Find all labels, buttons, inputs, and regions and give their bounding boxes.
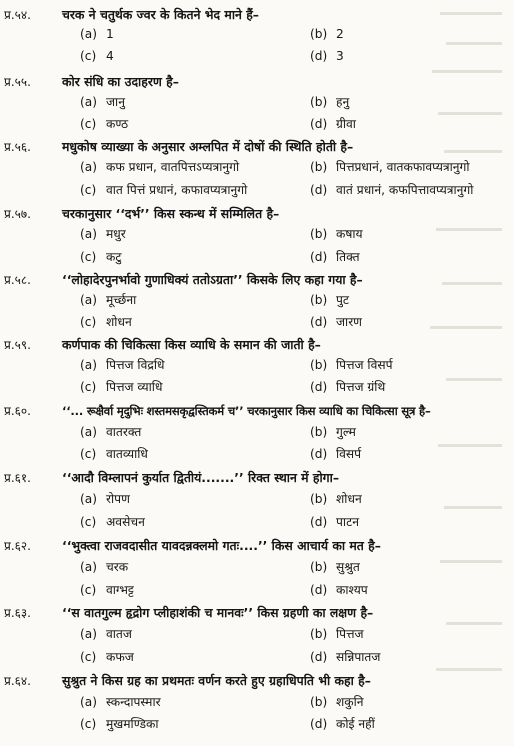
option-c-text: कफज [106, 650, 134, 664]
option-c-text: मुखमण्डिका [106, 717, 159, 731]
option-c-text: पित्तज व्याधि [106, 380, 163, 394]
question-number: प्र.५९. [4, 338, 31, 352]
question-number: प्र.५४. [4, 8, 31, 22]
option-a: (a) स्कन्दापस्मार [80, 695, 161, 709]
option-a-text: वातज [106, 627, 132, 641]
option-a-text: कफ प्रधान, वातपित्तऽप्यत्रानुगो [106, 160, 240, 174]
question-61 [2, 469, 510, 529]
option-a: (a) कफ प्रधान, वातपित्तऽप्यत्रानुगो [80, 160, 240, 174]
option-b-text: पित्तप्रधानं, वातकफावप्यत्रानुगो [336, 160, 470, 174]
question-63 [2, 604, 510, 664]
option-d-text: सन्निपातज [336, 650, 381, 664]
option-c-text: कटु [106, 250, 122, 264]
question-text: ‘‘लोहादेरपुनर्भावो गुणाधिक्यं ततोऽग्रता’’ किसके लिए कहा गया है– [62, 272, 363, 287]
option-a: (a) पित्तज विद्रधि [80, 358, 165, 372]
option-a-text: 1 [106, 27, 114, 41]
option-b-text: हनु [336, 95, 350, 109]
question-number: प्र.५५. [4, 75, 31, 89]
option-d-text: कोई नहीं [336, 717, 375, 731]
option-b: (b) शकुनि [310, 695, 364, 709]
option-d: (d) पाटन [310, 515, 359, 529]
question-number: प्र.६३. [4, 606, 31, 620]
question-55 [2, 73, 510, 131]
option-b-text: शोधन [336, 492, 362, 506]
option-d-text: काश्यप [336, 583, 368, 597]
option-d: (d) कोई नहीं [310, 717, 375, 731]
option-c: (c) पित्तज व्याधि [80, 380, 163, 394]
option-a-text: पित्तज विद्रधि [106, 358, 165, 372]
option-d: (d) 3 [310, 49, 344, 63]
question-58 [2, 271, 510, 329]
option-c: (c) मुखमण्डिका [80, 717, 159, 731]
question-text: मधुकोष व्याख्या के अनुसार अम्लपित में दोषों की स्थिति होती है– [62, 139, 354, 154]
option-b: (b) पित्तज विसर्प [310, 358, 393, 372]
option-b-text: कषाय [336, 227, 363, 241]
option-d: (d) काश्यप [310, 583, 368, 597]
option-a-text: चरक [106, 560, 129, 574]
option-b: (b) पुट [310, 293, 350, 307]
option-b-text: गुल्म [336, 425, 356, 439]
option-c: (c) कफज [80, 650, 134, 664]
option-c-text: वातव्याधि [106, 447, 148, 461]
question-text: कर्णपाक की चिकित्सा किस व्याधि के समान की जाती है– [62, 337, 321, 352]
option-b: (b) 2 [310, 27, 344, 41]
option-a: (a) रोपण [80, 492, 130, 506]
option-c-text: अवसेचन [106, 515, 145, 529]
option-d-text: जारण [336, 315, 362, 329]
option-c: (c) 4 [80, 49, 114, 63]
question-text: सुश्रुत ने किस ग्रह का प्रथमतः वर्णन करते हुए ग्रहाधिपति भी कहा है– [62, 673, 371, 688]
option-d-text: 3 [336, 49, 344, 63]
option-a: (a) जानु [80, 95, 125, 109]
option-a-text: मधुर [106, 227, 126, 241]
option-b-text: 2 [336, 27, 344, 41]
option-b: (b) हनु [310, 95, 350, 109]
question-number: प्र.५७. [4, 207, 31, 221]
option-d-text: तिक्त [336, 250, 360, 264]
question-56 [2, 138, 510, 197]
option-b: (b) कषाय [310, 227, 363, 241]
question-number: प्र.६२. [4, 539, 31, 553]
option-a: (a) 1 [80, 27, 114, 41]
option-c: (c) वातव्याधि [80, 447, 148, 461]
option-d-text: वातं प्रधानं, कफपित्तावप्यत्रानुगो [336, 183, 474, 197]
option-a-text: मूर्च्छना [106, 293, 137, 307]
option-d: (d) जारण [310, 315, 362, 329]
option-b-text: पुट [336, 293, 350, 307]
question-64 [2, 672, 510, 731]
option-b-text: पित्तज [336, 627, 364, 641]
question-text: ‘‘आदौ विम्लापनं कुर्यात द्वितीयं.......’’ रिक्त स्थान में होगा– [62, 470, 340, 485]
question-text: ‘‘... रूक्षैर्वा मृदुभिः शस्तमसकृद्वस्तिकर्म च’’ चरकानुसार किस व्याधि का चिकित्सा सूत्र है– [62, 404, 431, 418]
question-number: प्र.६१. [4, 471, 31, 485]
option-c-text: कण्ठ [106, 117, 129, 131]
option-c-text: वाग्भट्ट [106, 583, 134, 597]
option-d: (d) वातं प्रधानं, कफपित्तावप्यत्रानुगो [310, 183, 474, 197]
question-59 [2, 336, 510, 394]
option-c: (c) वाग्भट्ट [80, 583, 134, 597]
question-62 [2, 537, 510, 597]
option-b-text: सुश्रुत [336, 560, 360, 574]
question-number: प्र.६४. [4, 674, 31, 688]
question-number: प्र.५६. [4, 140, 31, 154]
option-a-text: जानु [106, 95, 125, 109]
option-c: (c) शोधन [80, 315, 132, 329]
question-number: प्र.५८. [4, 273, 31, 287]
option-d-text: पित्तज ग्रंथि [336, 380, 386, 394]
option-d: (d) ग्रीवा [310, 117, 356, 131]
question-text: चरक ने चतुर्थक ज्वर के कितने भेद माने हैं– [62, 7, 259, 22]
option-d: (d) पित्तज ग्रंथि [310, 380, 386, 394]
option-c: (c) अवसेचन [80, 515, 145, 529]
option-b-text: शकुनि [336, 695, 364, 709]
option-b: (b) सुश्रुत [310, 560, 360, 574]
option-a-text: वातरक्त [106, 425, 142, 439]
option-b: (b) गुल्म [310, 425, 356, 439]
question-54 [2, 6, 510, 63]
option-b: (b) शोधन [310, 492, 362, 506]
option-a-text: रोपण [106, 492, 130, 506]
option-c-text: शोधन [106, 315, 132, 329]
option-b: (b) पित्तप्रधानं, वातकफावप्यत्रानुगो [310, 160, 470, 174]
option-c: (c) कण्ठ [80, 117, 129, 131]
option-d: (d) तिक्त [310, 250, 360, 264]
option-d: (d) सन्निपातज [310, 650, 381, 664]
option-a: (a) चरक [80, 560, 129, 574]
option-c-text: वात पित्तं प्रधानं, कफावप्यत्रानुगो [106, 183, 248, 197]
option-d-text: ग्रीवा [336, 117, 356, 131]
option-c: (c) कटु [80, 250, 122, 264]
option-a: (a) मधुर [80, 227, 126, 241]
question-57 [2, 205, 510, 264]
option-b-text: पित्तज विसर्प [336, 358, 393, 372]
question-text: कोर संधि का उदाहरण है– [62, 74, 179, 89]
option-c: (c) वात पित्तं प्रधानं, कफावप्यत्रानुगो [80, 183, 248, 197]
question-text: ‘‘स वातगुल्म हृद्रोग प्लीहाशंकी च मानवः’’ किस ग्रहणी का लक्षण है– [62, 605, 374, 620]
question-text: ‘‘भुक्त्वा राजवदासीत यावदन्नक्लमो गतः....’’ किस आचार्य का मत है– [62, 538, 381, 553]
option-a: (a) वातज [80, 627, 132, 641]
option-a: (a) वातरक्त [80, 425, 142, 439]
option-d-text: पाटन [336, 515, 359, 529]
option-a: (a) मूर्च्छना [80, 293, 137, 307]
question-60 [2, 402, 510, 461]
option-d: (d) विसर्प [310, 447, 362, 461]
question-text: चरकानुसार ‘‘दर्भ’’ किस स्कन्ध में सम्मिलित है– [62, 206, 280, 221]
option-a-text: स्कन्दापस्मार [106, 695, 161, 709]
option-b: (b) पित्तज [310, 627, 364, 641]
option-d-text: विसर्प [336, 447, 362, 461]
question-number: प्र.६०. [4, 404, 31, 418]
option-c-text: 4 [106, 49, 114, 63]
